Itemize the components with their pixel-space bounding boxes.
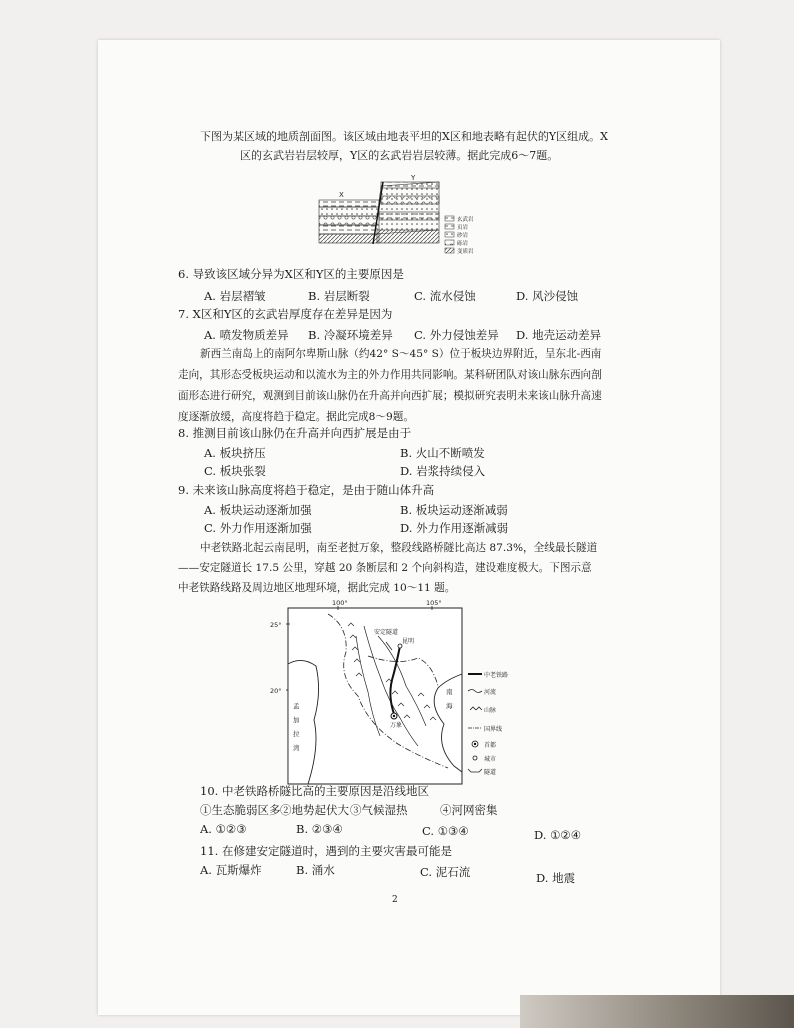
intro-6-7-line1: 下图为某区域的地质剖面图。该区域由地表平坦的X区和地表略有起伏的Y区组成。X [200,130,608,143]
q10-item-2: ②地势起伏大 [280,803,349,817]
lon-100: 100° [332,599,348,607]
intro-6-7-line2: 区的玄武岩岩层较厚，Y区的玄武岩岩层较薄。据此完成6～7题。 [240,149,559,162]
q6-option-d: D. 风沙侵蚀 [516,289,579,303]
q11-stem: 11. 在修建安定隧道时，遇到的主要灾害最可能是 [200,844,452,858]
label-y: Y [411,174,416,182]
label-nanhai-1: 南 [446,688,453,696]
table-edge [520,995,794,1028]
legend-metamorphic: 变质岩 [457,249,474,255]
q10-option-c: C. ①③④ [422,824,469,838]
q10-stem: 10. 中老铁路桥隧比高的主要原因是沿线地区 [200,784,429,798]
intro-8-9-line4: 度逐渐放缓，高度将趋于稳定。据此完成8～9题。 [178,411,414,423]
q10-option-b: B. ②③④ [296,822,343,836]
legend-railway: 中老铁路 [484,672,509,679]
q9-option-d: D. 外力作用逐渐减弱 [400,521,509,535]
q9-option-b: B. 板块运动逐渐减弱 [400,503,508,517]
label-bay-1: 孟 [293,702,300,710]
label-nanhai-2: 海 [446,702,453,710]
intro-10-11-line1: 中老铁路北起云南昆明，南至老挝万象，整段线路桥隧比高达 87.3%，全线最长隧道 [200,542,598,554]
q11-option-d: D. 地震 [536,871,576,885]
legend-conglomerate: 砾岩 [457,241,469,247]
q7-option-b: B. 冷凝环境差异 [308,328,393,342]
q7-option-d: D. 地壳运动差异 [516,328,602,342]
legend-shale: 页岩 [457,225,469,231]
label-bay-3: 拉 [293,730,300,738]
q7-option-c: C. 外力侵蚀差异 [414,328,499,342]
legend-border: 国界线 [484,726,503,733]
legend-city: 城市 [484,756,497,763]
china-laos-railway-map [268,596,532,790]
legend-capital: 首都 [484,742,497,749]
legend-sandstone: 砂岩 [457,233,469,239]
intro-8-9-line2: 走向，其形态受板块运动和以流水为主的外力作用共同影响。某科研团队对该山脉东西向剖 [178,369,602,381]
intro-10-11-line2: ——安定隧道长 17.5 公里，穿越 20 条断层和 2 个向斜构造，建设难度极大。下图示意 [178,562,592,574]
q11-option-a: A. 瓦斯爆炸 [200,863,262,877]
intro-8-9-line3: 面形态进行研究，观测到目前该山脉仍在升高并向西扩展；模拟研究表明未来该山脉升高速 [178,390,602,402]
intro-8-9-line1: 新西兰南岛上的南阿尔卑斯山脉（约42° S～45° S）位于板块边界附近，呈东北-西南 [200,348,602,360]
q10-option-a: A. ①②③ [200,822,247,836]
q8-option-b: B. 火山不断喷发 [400,446,485,460]
legend-basalt: 玄武岩 [457,217,474,223]
label-tunnel: 安定隧道 [374,629,399,636]
q8-option-c: C. 板块张裂 [204,464,266,478]
q10-item-3: ③气候湿热 [350,803,408,817]
q11-option-b: B. 涌水 [296,863,335,877]
legend-river: 河流 [484,689,497,696]
intro-10-11-line3: 中老铁路线路及周边地区地理环境，据此完成 10～11 题。 [178,582,456,594]
q6-stem: 6. 导致该区域分异为X区和Y区的主要原因是 [178,267,404,281]
q7-option-a: A. 喷发物质差异 [204,328,289,342]
q8-stem: 8. 推测目前该山脉仍在升高并向西扩展是由于 [178,426,412,440]
q10-item-1: ①生态脆弱区多 [200,803,281,817]
q8-option-a: A. 板块挤压 [204,446,266,460]
q9-stem: 9. 未来该山脉高度将趋于稳定，是由于随山体升高 [178,483,435,497]
q6-option-c: C. 流水侵蚀 [414,289,476,303]
label-x: X [339,191,344,199]
label-bay-4: 湾 [293,744,300,752]
lat-25: 25° [270,621,282,629]
lat-20: 20° [270,687,282,695]
q9-option-c: C. 外力作用逐渐加强 [204,521,312,535]
q10-item-4: ④河网密集 [440,803,498,817]
q6-option-b: B. 岩层断裂 [308,289,370,303]
q7-stem: 7. X区和Y区的玄武岩厚度存在差异是因为 [178,307,393,321]
q11-option-c: C. 泥石流 [420,865,471,879]
legend-mountain: 山脉 [484,707,497,714]
geological-section-figure [315,172,475,264]
page-number: 2 [392,895,398,905]
lon-105: 105° [426,599,442,607]
label-vientiane: 万象 [390,722,403,729]
q6-option-a: A. 岩层褶皱 [204,289,266,303]
q9-option-a: A. 板块运动逐渐加强 [204,503,312,517]
q8-option-d: D. 岩浆持续侵入 [400,464,486,478]
legend-tunnel: 隧道 [484,769,497,776]
label-bay-2: 加 [293,716,300,724]
label-kunming: 昆明 [402,638,415,645]
q10-option-d: D. ①②④ [534,828,582,842]
